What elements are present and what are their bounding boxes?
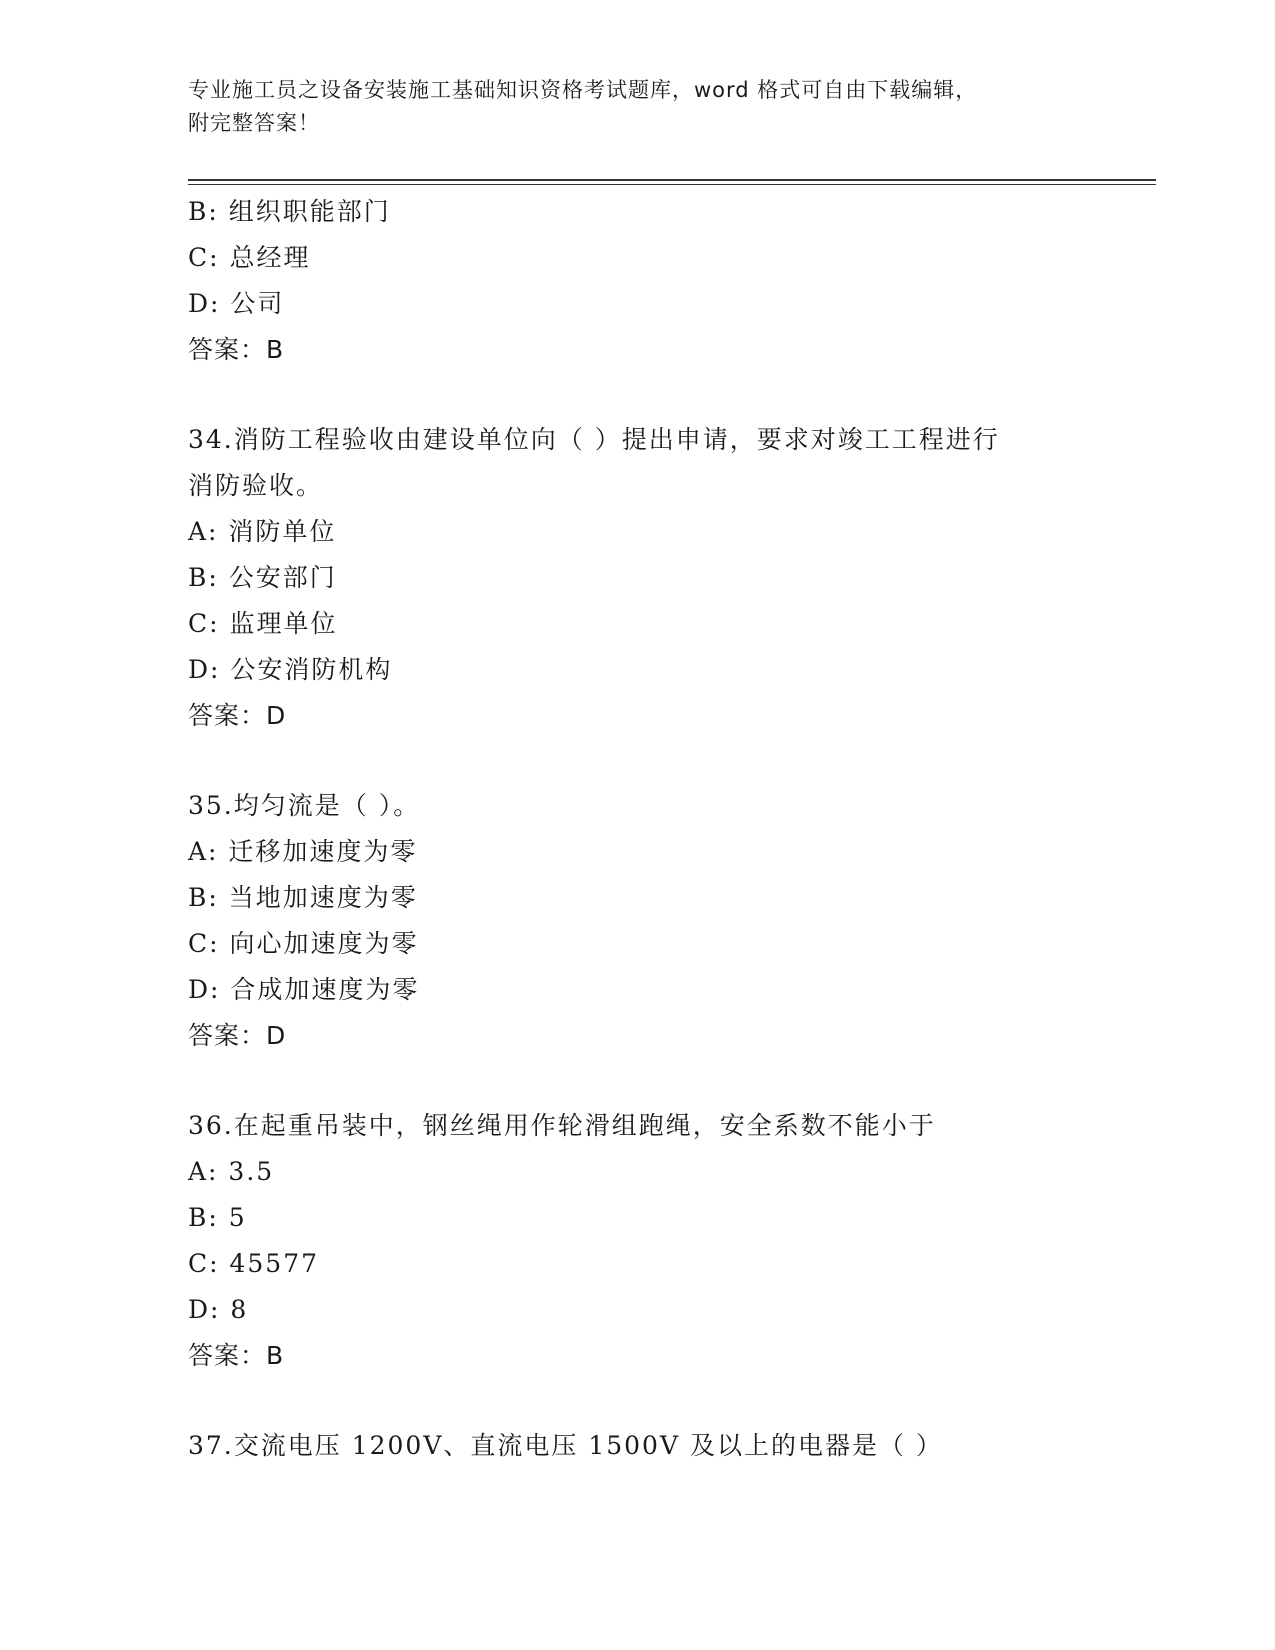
question-text-cont: 消防验收。: [188, 471, 324, 500]
question-36: [188, 1103, 1088, 1379]
option-d: D: 公安消防机构: [188, 655, 393, 684]
option-c: C: 45577: [188, 1249, 320, 1278]
question-text: 37.交流电压 1200V、直流电压 1500V 及以上的电器是（ ）: [188, 1431, 943, 1460]
option-c: C: 监理单位: [188, 609, 338, 638]
answer: 答案：D: [188, 1021, 287, 1050]
option-b: B: 公安部门: [188, 563, 337, 592]
question-37: [188, 1423, 1088, 1469]
question-text: 35.均匀流是（ ）。: [188, 791, 421, 820]
header-rule: [188, 179, 1156, 181]
option-d: D: 8: [188, 1295, 249, 1324]
document-header: [188, 74, 1068, 140]
option-a: A: 3.5: [188, 1157, 275, 1186]
option-b: B: 当地加速度为零: [188, 883, 418, 912]
question-text: 34.消防工程验收由建设单位向（ ）提出申请，要求对竣工工程进行: [188, 425, 1000, 454]
option-a: A: 迁移加速度为零: [188, 837, 418, 866]
question-34: [188, 417, 1088, 739]
answer: 答案：B: [188, 335, 285, 364]
header-line-1: 专业施工员之设备安装施工基础知识资格考试题库，word 格式可自由下载编辑，: [188, 78, 978, 102]
header-rule-thin: [188, 184, 1156, 185]
option-d: D: 公司: [188, 289, 285, 318]
option-b: B: 组织职能部门: [188, 197, 391, 226]
option-a: A: 消防单位: [188, 517, 337, 546]
answer: 答案：D: [188, 701, 287, 730]
question-33-tail: [188, 189, 1088, 373]
option-b: B: 5: [188, 1203, 247, 1232]
answer: 答案：B: [188, 1341, 285, 1370]
question-content: [188, 189, 1088, 1469]
option-c: C: 向心加速度为零: [188, 929, 419, 958]
option-d: D: 合成加速度为零: [188, 975, 420, 1004]
option-c: C: 总经理: [188, 243, 311, 272]
question-text: 36.在起重吊装中，钢丝绳用作轮滑组跑绳，安全系数不能小于: [188, 1111, 936, 1140]
question-35: [188, 783, 1088, 1059]
header-line-2: 附完整答案！: [188, 111, 320, 135]
